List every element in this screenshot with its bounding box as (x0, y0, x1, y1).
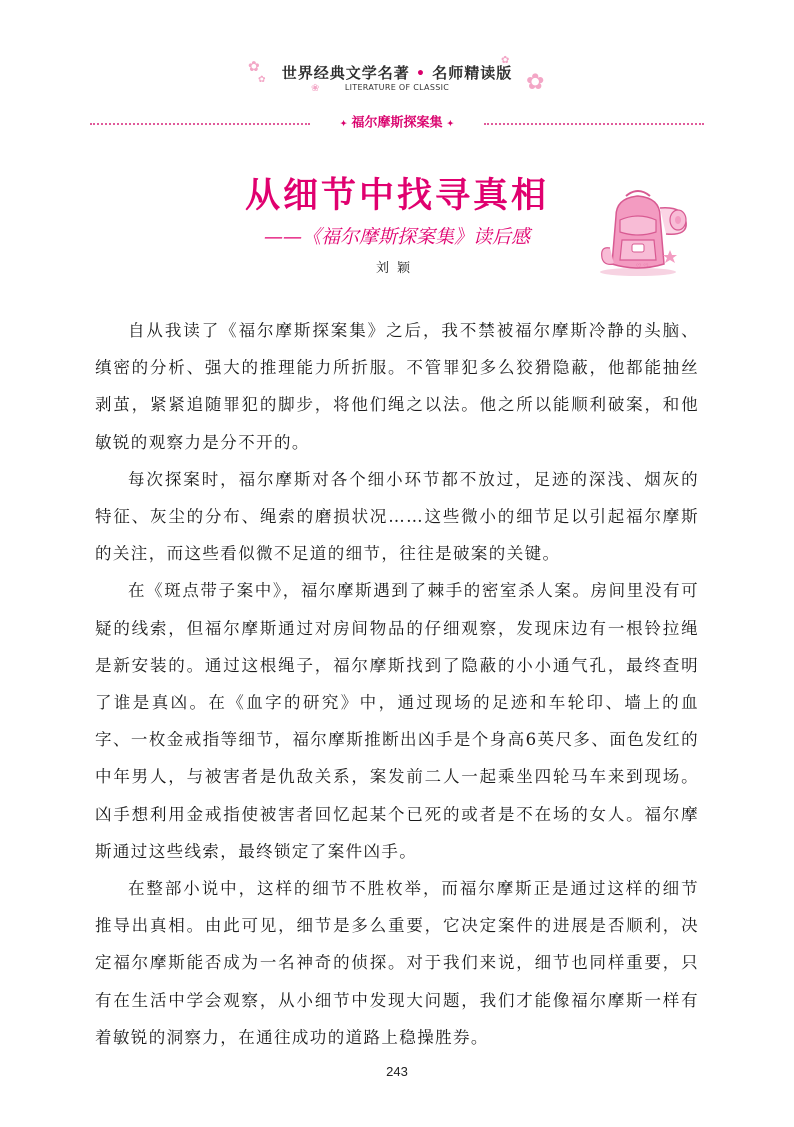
flower-icon: ✿ (501, 55, 510, 66)
book-tag (310, 113, 484, 134)
series-title-text: 世界经典文学名著 (281, 64, 410, 82)
flower-icon: ✿ (258, 75, 266, 85)
series-title (0, 59, 794, 83)
svg-text:♡ ♡: ♡ ♡ (636, 263, 649, 270)
flower-icon: ❀ (311, 83, 320, 94)
flower-icon: ✿ (248, 59, 260, 75)
series-dot: • (416, 66, 426, 82)
divider-left (90, 123, 310, 125)
article-subtitle: ——《福尔摩斯探案集》读后感 (263, 226, 530, 248)
book-tag-text: 福尔摩斯探案集 (351, 115, 443, 131)
flower-icon: ✿ (526, 70, 545, 95)
backpack-icon (596, 186, 692, 278)
article-body (95, 312, 699, 1056)
tag-star-icon: ✦ (340, 118, 347, 128)
page-number: 243 (386, 1064, 408, 1079)
paragraph: 自从我读了《福尔摩斯探案集》之后，我不禁被福尔摩斯冷静的头脑、缜密的分析、强大的推理能力所折服。不管罪犯多么狡猾隐蔽，他都能抽丝剥茧，紧紧追随罪犯的脚步，将他们绳之以法。他之所以能顺利破案，和他敏锐的观察力是分不开的。 (95, 321, 699, 452)
series-edition: 名师精读版 (432, 64, 513, 82)
paragraph: 每次探案时，福尔摩斯对各个细小环节都不放过，足迹的深浅、烟灰的特征、灰尘的分布、绳索的磨损状况……这些微小的细节足以引起福尔摩斯的关注，而这些看似微不足道的细节，往往是破案的关键。 (95, 469, 699, 564)
article-author: 刘颖 (375, 261, 418, 276)
series-subtitle: LITERATURE OF CLASSIC (344, 83, 450, 92)
header-divider (90, 113, 704, 133)
tag-star-icon: ✦ (447, 118, 454, 128)
article-title: 从细节中找寻真相 (244, 175, 549, 216)
paragraph: 在《斑点带子案中》，福尔摩斯遇到了棘手的密室杀人案。房间里没有可疑的线索，但福尔摩斯通过对房间物品的仔细观察，发现床边有一根铃拉绳是新安装的。通过这根绳子，福尔摩斯找到了隐蔽的小小通气孔，最终查明了谁是真凶。在《血字的研究》中，通过现场的足迹和车轮印、墙上的血字、一枚金戒指等细节，福尔摩斯推断出凶手是个身高6英尺多、面色发红的中年男人，与被害者是仇敌关系，案发前二人一起乘坐四轮马车来到现场。凶手想利用金戒指使被害者回忆起某个已死的或者是不在场的女人。福尔摩斯通过这些线索，最终锁定了案件凶手。 (95, 581, 699, 861)
divider-right (484, 123, 704, 125)
paragraph: 在整部小说中，这样的细节不胜枚举，而福尔摩斯正是通过这样的细节推导出真相。由此可见，细节是多么重要，它决定案件的进展是否顺利，决定福尔摩斯能否成为一名神奇的侦探。对于我们来说，细节也同样重要，只有在生活中学会观察，从小细节中发现大问题，我们才能像福尔摩斯一样有着敏锐的洞察力，在通往成功的道路上稳操胜券。 (95, 879, 699, 1047)
